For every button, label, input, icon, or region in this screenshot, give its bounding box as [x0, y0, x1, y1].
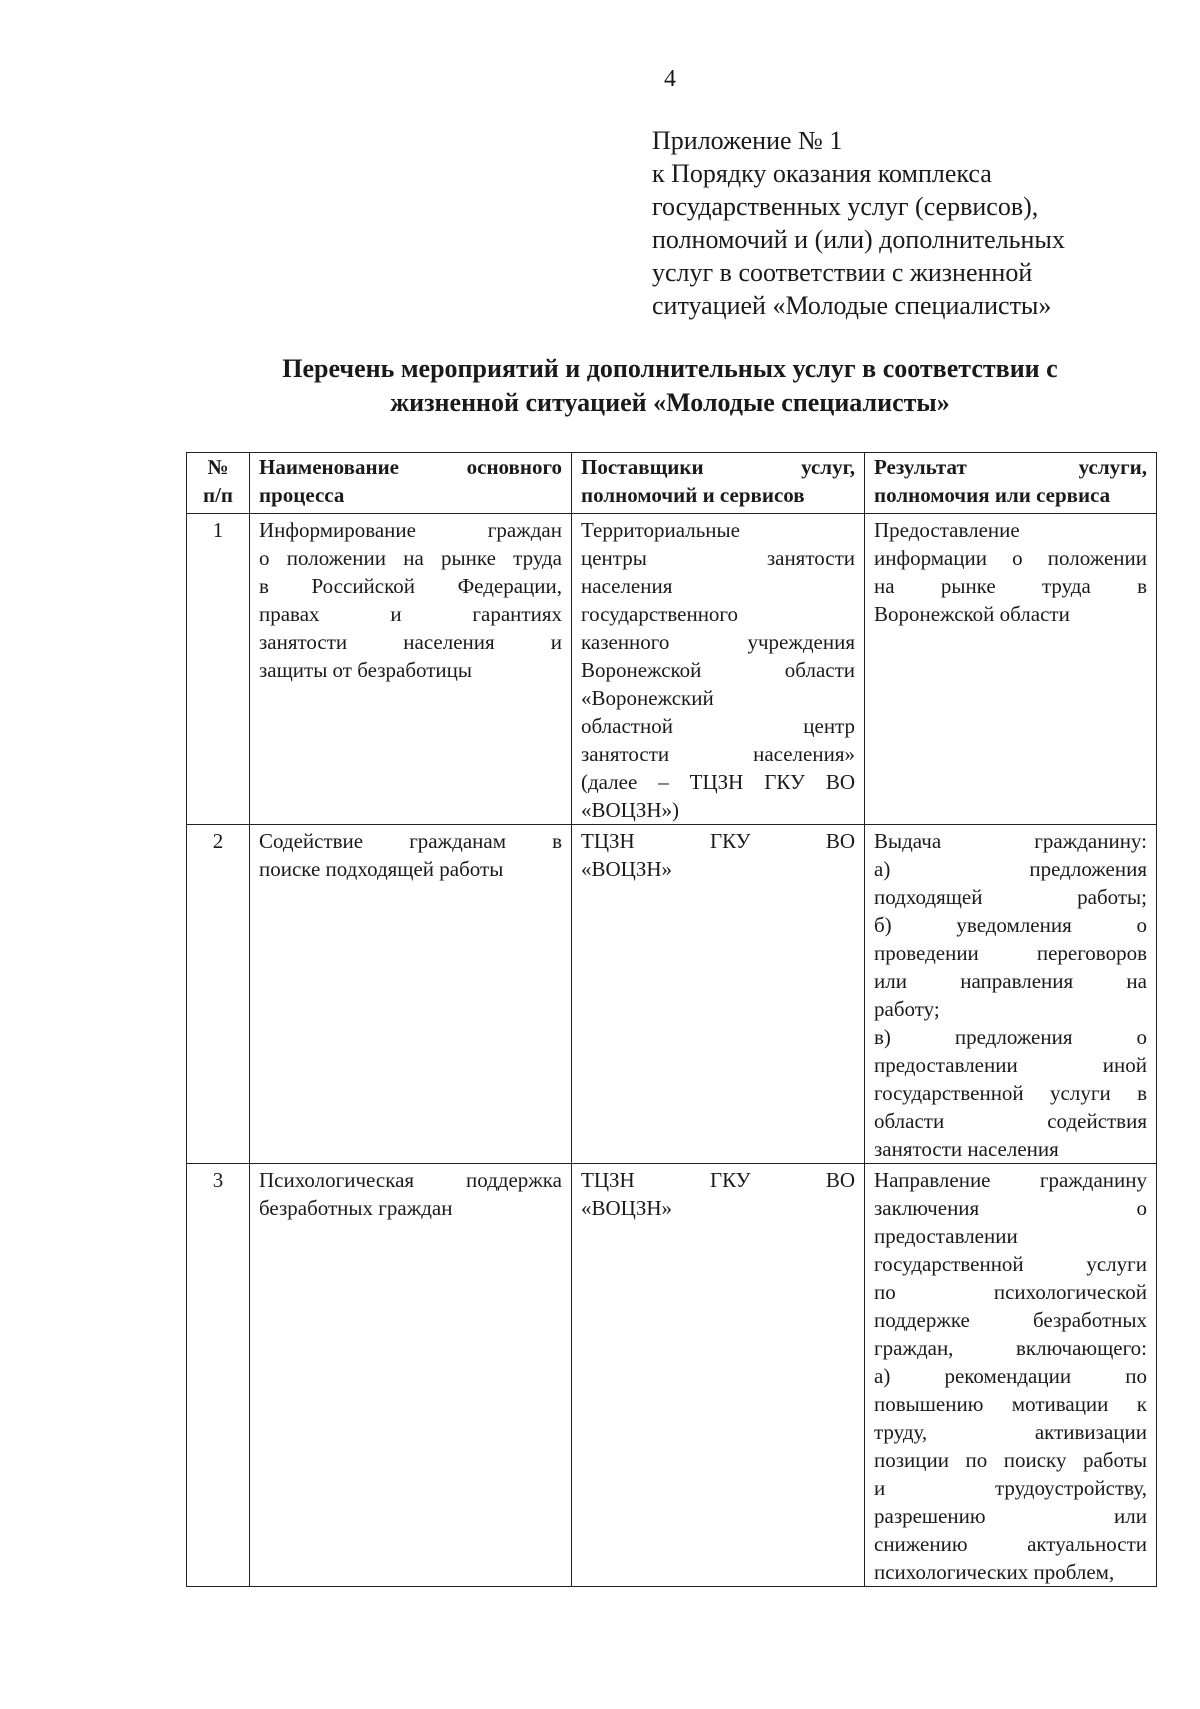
appendix-line: услуг в соответствии с жизненной	[652, 258, 1033, 287]
cell-line: занятости населения и	[259, 630, 562, 654]
appendix-note	[652, 124, 1152, 322]
cell-line: в) предложения о	[874, 1025, 1147, 1049]
cell-line: казенного учреждения	[581, 630, 855, 654]
cell-line: центры занятости	[581, 546, 855, 570]
cell-line: снижению актуальности	[874, 1532, 1147, 1556]
cell-line: поддержке безработных	[874, 1308, 1147, 1332]
header-number	[187, 453, 250, 514]
cell-line: по психологической	[874, 1280, 1147, 1304]
providers-cell	[572, 825, 865, 1164]
cell-line: работу;	[874, 997, 940, 1021]
cell-line: населения	[581, 574, 673, 598]
cell-line: поиске подходящей работы	[259, 857, 504, 881]
header-line: полномочий и сервисов	[581, 483, 805, 507]
cell-line: на рынке труда в	[874, 574, 1147, 598]
cell-line: проведении переговоров	[874, 941, 1147, 965]
cell-line: Психологическая поддержка	[259, 1168, 562, 1192]
cell-line: «ВОЦЗН»	[581, 857, 673, 881]
row-number: 1	[187, 514, 250, 825]
services-table	[186, 452, 1157, 1587]
cell-line: труду, активизации	[874, 1420, 1147, 1444]
cell-line: государственной услуги	[874, 1252, 1147, 1276]
cell-line: занятости населения	[874, 1137, 1059, 1161]
cell-line: Содействие гражданам в	[259, 829, 562, 853]
table-row	[187, 1164, 1157, 1587]
cell-line: б) уведомления о	[874, 913, 1147, 937]
cell-line: или направления на	[874, 969, 1147, 993]
table-row	[187, 514, 1157, 825]
cell-line: Территориальные	[581, 518, 740, 542]
appendix-line: Приложение № 1	[652, 126, 843, 155]
cell-line: позиции по поиску работы	[874, 1448, 1147, 1472]
page-number: 4	[664, 66, 676, 92]
cell-line: области содействия	[874, 1109, 1147, 1133]
header-line: №	[207, 455, 229, 479]
process-cell	[250, 514, 572, 825]
header-line: Результат услуги,	[874, 455, 1147, 479]
cell-line: подходящей работы;	[874, 885, 1147, 909]
cell-line: безработных граждан	[259, 1196, 453, 1220]
header-providers	[572, 453, 865, 514]
title-line: Перечень мероприятий и дополнительных услуг в соответствии с	[282, 354, 1058, 383]
result-cell	[865, 825, 1157, 1164]
cell-line: Воронежской области	[581, 658, 855, 682]
cell-line: о положении на рынке труда	[259, 546, 562, 570]
providers-cell	[572, 514, 865, 825]
cell-line: а) предложения	[874, 857, 1147, 881]
cell-line: Информирование граждан	[259, 518, 562, 542]
header-process	[250, 453, 572, 514]
cell-line: и трудоустройству,	[874, 1476, 1147, 1500]
appendix-line: полномочий и (или) дополнительных	[652, 225, 1065, 254]
cell-line: граждан, включающего:	[874, 1336, 1147, 1360]
cell-line: (далее – ТЦЗН ГКУ ВО	[581, 770, 855, 794]
appendix-line: ситуацией «Молодые специалисты»	[652, 291, 1052, 320]
cell-line: разрешению или	[874, 1504, 1147, 1528]
title-line: жизненной ситуацией «Молодые специалисты»	[390, 388, 950, 417]
cell-line: «ВОЦЗН»	[581, 1196, 673, 1220]
header-line: п/п	[202, 483, 234, 507]
cell-line: психологических проблем,	[874, 1560, 1115, 1584]
cell-line: Воронежской области	[874, 602, 1070, 626]
cell-line: повышению мотивации к	[874, 1392, 1147, 1416]
cell-line: ТЦЗН ГКУ ВО	[581, 1168, 855, 1192]
header-result	[865, 453, 1157, 514]
cell-line: Направление гражданину	[874, 1168, 1147, 1192]
cell-line: Выдача гражданину:	[874, 829, 1147, 853]
header-line: полномочия или сервиса	[874, 483, 1111, 507]
cell-line: в Российской Федерации,	[259, 574, 562, 598]
cell-line: областной центр	[581, 714, 855, 738]
cell-line: государственного	[581, 602, 739, 626]
row-number: 3	[187, 1164, 250, 1587]
result-cell	[865, 514, 1157, 825]
cell-line: Предоставление	[874, 518, 1020, 542]
cell-line: государственной услуги в	[874, 1081, 1147, 1105]
table-row	[187, 825, 1157, 1164]
header-line: Наименование основного	[259, 455, 562, 479]
row-number: 2	[187, 825, 250, 1164]
cell-line: а) рекомендации по	[874, 1364, 1147, 1388]
process-cell	[250, 825, 572, 1164]
cell-line: «ВОЦЗН»)	[581, 798, 680, 822]
cell-line: «Воронежский	[581, 686, 714, 710]
result-cell	[865, 1164, 1157, 1587]
process-cell	[250, 1164, 572, 1587]
cell-line: занятости населения»	[581, 742, 855, 766]
cell-line: ТЦЗН ГКУ ВО	[581, 829, 855, 853]
table-header-row	[187, 453, 1157, 514]
appendix-line: к Порядку оказания комплекса	[652, 159, 992, 188]
header-line: Поставщики услуг,	[581, 455, 855, 479]
cell-line: защиты от безработицы	[259, 658, 472, 682]
cell-line: заключения о	[874, 1196, 1147, 1220]
cell-line: информации о положении	[874, 546, 1147, 570]
cell-line: предоставлении иной	[874, 1053, 1147, 1077]
cell-line: правах и гарантиях	[259, 602, 562, 626]
document-title	[150, 352, 1190, 420]
cell-line: предоставлении	[874, 1224, 1018, 1248]
providers-cell	[572, 1164, 865, 1587]
header-line: процесса	[259, 483, 345, 507]
appendix-line: государственных услуг (сервисов),	[652, 192, 1039, 221]
